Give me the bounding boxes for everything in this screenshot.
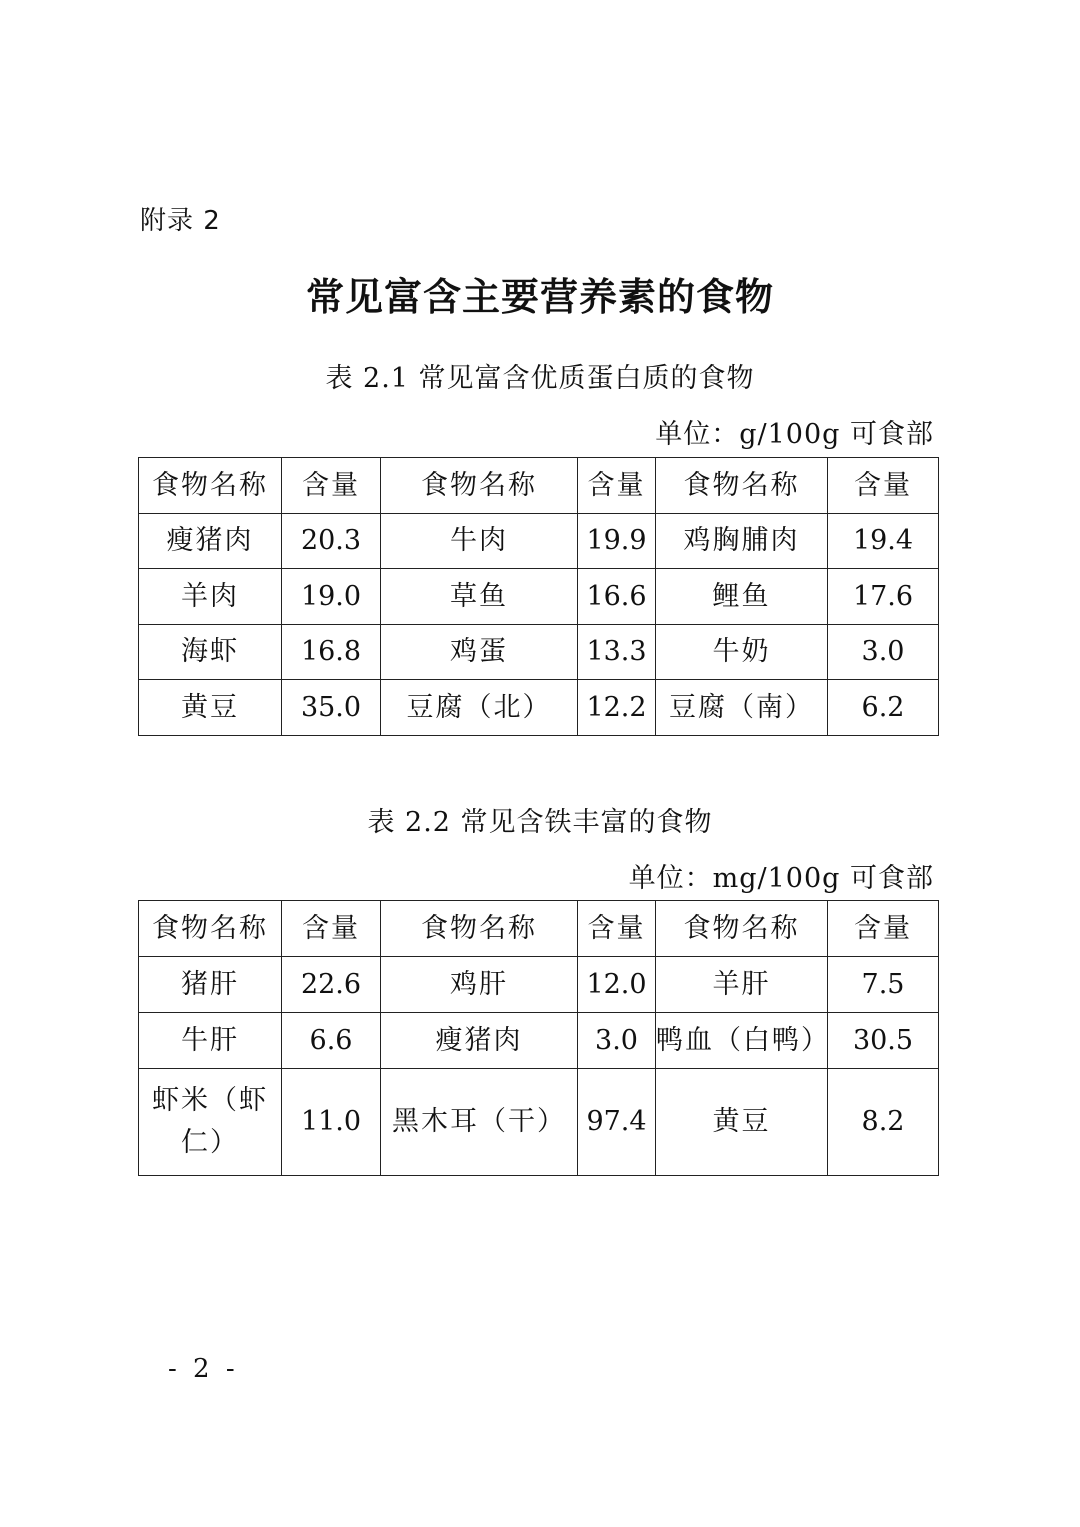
food-name-cell: 鸡蛋 — [381, 625, 578, 680]
column-header: 含量 — [282, 901, 381, 957]
food-name-cell: 牛肝 — [139, 1013, 282, 1069]
iron-table — [138, 900, 939, 1176]
unit-note: 单位：mg/100g 可食部 — [628, 863, 934, 894]
table-row — [139, 1013, 939, 1069]
amount-cell: 22.6 — [282, 957, 381, 1013]
amount-cell: 6.2 — [828, 680, 939, 736]
column-header: 食物名称 — [656, 901, 828, 957]
food-name-cell: 黑木耳（干） — [381, 1069, 578, 1176]
food-name-cell: 豆腐（南） — [656, 680, 828, 736]
food-name-cell: 虾米（虾仁） — [139, 1069, 282, 1176]
food-name-cell: 海虾 — [139, 625, 282, 680]
column-header: 含量 — [828, 458, 939, 514]
food-name-cell: 鸭血（白鸭） — [656, 1013, 828, 1069]
food-name-cell: 豆腐（北） — [381, 680, 578, 736]
table-header-row — [139, 901, 939, 957]
amount-cell: 17.6 — [828, 569, 939, 625]
amount-cell: 12.0 — [578, 957, 656, 1013]
food-name-cell: 牛奶 — [656, 625, 828, 680]
food-name-cell: 羊肉 — [139, 569, 282, 625]
protein-table — [138, 457, 939, 736]
appendix-label: 附录 2 — [140, 206, 221, 236]
amount-cell: 13.3 — [578, 625, 656, 680]
table-caption: 表 2.1 常见富含优质蛋白质的食物 — [325, 363, 755, 394]
column-header: 食物名称 — [656, 458, 828, 514]
amount-cell: 11.0 — [282, 1069, 381, 1176]
table-header-row — [139, 458, 939, 514]
amount-cell: 16.8 — [282, 625, 381, 680]
column-header: 食物名称 — [381, 901, 578, 957]
amount-cell: 3.0 — [828, 625, 939, 680]
column-header: 食物名称 — [139, 458, 282, 514]
unit-note: 单位：g/100g 可食部 — [655, 419, 934, 450]
amount-cell: 12.2 — [578, 680, 656, 736]
table-row — [139, 569, 939, 625]
amount-cell: 8.2 — [828, 1069, 939, 1176]
food-name-cell: 鸡肝 — [381, 957, 578, 1013]
food-name-cell: 瘦猪肉 — [381, 1013, 578, 1069]
column-header: 食物名称 — [381, 458, 578, 514]
amount-cell: 20.3 — [282, 514, 381, 569]
table-row — [139, 625, 939, 680]
amount-cell: 19.9 — [578, 514, 656, 569]
food-name-cell: 鸡胸脯肉 — [656, 514, 828, 569]
page-title: 常见富含主要营养素的食物 — [305, 275, 774, 319]
column-header: 含量 — [282, 458, 381, 514]
food-name-cell: 草鱼 — [381, 569, 578, 625]
column-header: 含量 — [578, 458, 656, 514]
column-header: 含量 — [828, 901, 939, 957]
column-header: 含量 — [578, 901, 656, 957]
amount-cell: 97.4 — [578, 1069, 656, 1176]
table-row — [139, 680, 939, 736]
table-row — [139, 1069, 939, 1176]
amount-cell: 3.0 — [578, 1013, 656, 1069]
amount-cell: 30.5 — [828, 1013, 939, 1069]
amount-cell: 35.0 — [282, 680, 381, 736]
table-row — [139, 957, 939, 1013]
table-row — [139, 514, 939, 569]
table-caption: 表 2.2 常见含铁丰富的食物 — [367, 807, 713, 838]
food-name-cell: 羊肝 — [656, 957, 828, 1013]
amount-cell: 7.5 — [828, 957, 939, 1013]
food-name-cell: 猪肝 — [139, 957, 282, 1013]
amount-cell: 19.0 — [282, 569, 381, 625]
amount-cell: 16.6 — [578, 569, 656, 625]
food-name-cell: 黄豆 — [656, 1069, 828, 1176]
food-name-cell: 黄豆 — [139, 680, 282, 736]
amount-cell: 6.6 — [282, 1013, 381, 1069]
food-name-cell: 瘦猪肉 — [139, 514, 282, 569]
page-number: - 2 - — [168, 1354, 239, 1384]
column-header: 食物名称 — [139, 901, 282, 957]
food-name-cell: 牛肉 — [381, 514, 578, 569]
amount-cell: 19.4 — [828, 514, 939, 569]
food-name-cell: 鲤鱼 — [656, 569, 828, 625]
